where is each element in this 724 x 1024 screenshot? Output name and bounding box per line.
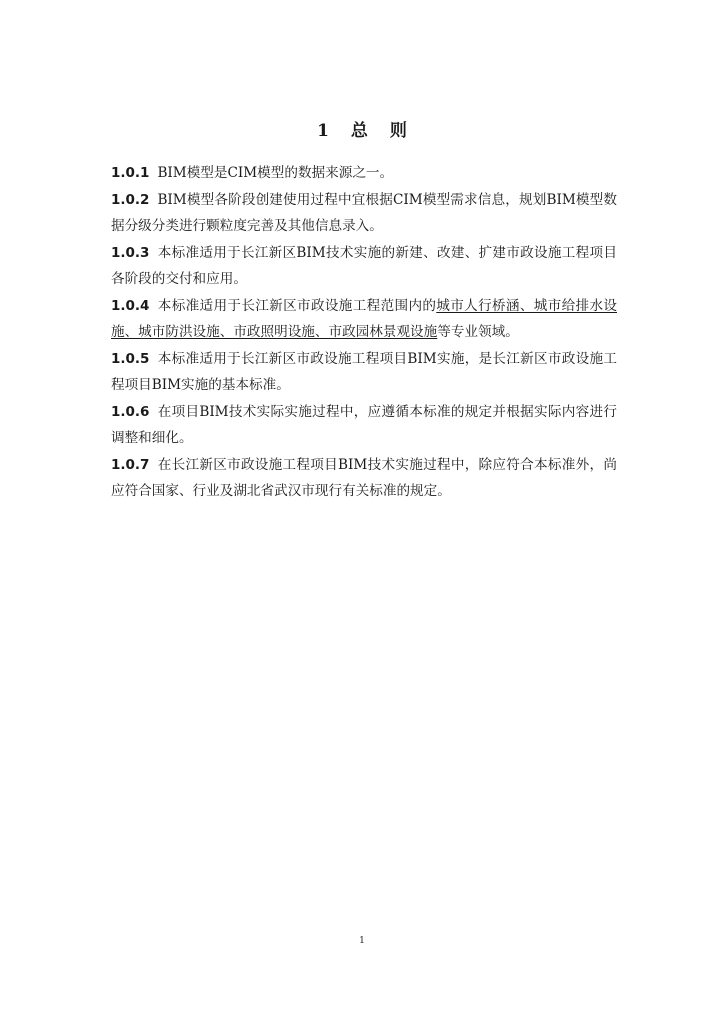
clause-text: 本标准适用于长江新区BIM技术实施的新建、改建、扩建市政设施工程项目各阶段的交付和应用。 [111,244,617,287]
clause-1-0-3 [111,240,617,293]
chapter-number: 1 [317,121,329,141]
clause-text: 本标准适用于长江新区市政设施工程范围内的 [157,297,437,314]
clause-list [111,160,617,505]
clause-text: BIM模型是CIM模型的数据来源之一。 [157,165,394,181]
clause-text: 在长江新区市政设施工程项目BIM技术实施过程中，除应符合本标准外，尚应符合国家、行业及湖北省武汉市现行有关标准的规定。 [111,456,617,499]
page-number: 1 [359,936,365,946]
clause-1-0-1 [111,160,617,187]
chapter-title-char-2: 则 [389,121,407,141]
clause-number: 1.0.1 [111,165,150,181]
clause-text: 本标准适用于长江新区市政设施工程项目BIM实施，是长江新区市政设施工程项目BIM实施的基本标准。 [111,350,617,393]
clause-1-0-2 [111,187,617,240]
clause-1-0-6 [111,399,617,452]
clause-text: 在项目BIM技术实际实施过程中，应遵循本标准的规定并根据实际内容进行调整和细化。 [111,403,617,446]
clause-text: BIM模型各阶段创建使用过程中宜根据CIM模型需求信息，规划BIM模型数据分级分类进行颗粒度完善及其他信息录入。 [111,191,617,234]
clause-number: 1.0.3 [111,244,150,261]
clause-number: 1.0.7 [111,456,150,473]
chapter-title-char-1: 总 [350,121,368,141]
clause-number: 1.0.5 [111,350,150,367]
clause-number: 1.0.4 [111,297,150,314]
clause-text-end: 等专业领域。 [437,324,519,340]
clause-underlined-text: 城市人行桥涵、城市给排水设施、城市防洪设施、市政照明设施、市政园林景观设施 [111,297,618,340]
chapter-title [0,116,724,141]
clause-1-0-4 [111,293,617,346]
clause-1-0-7 [111,452,617,505]
clause-number: 1.0.6 [111,403,150,420]
clause-number: 1.0.2 [111,191,150,208]
clause-1-0-5 [111,346,617,399]
